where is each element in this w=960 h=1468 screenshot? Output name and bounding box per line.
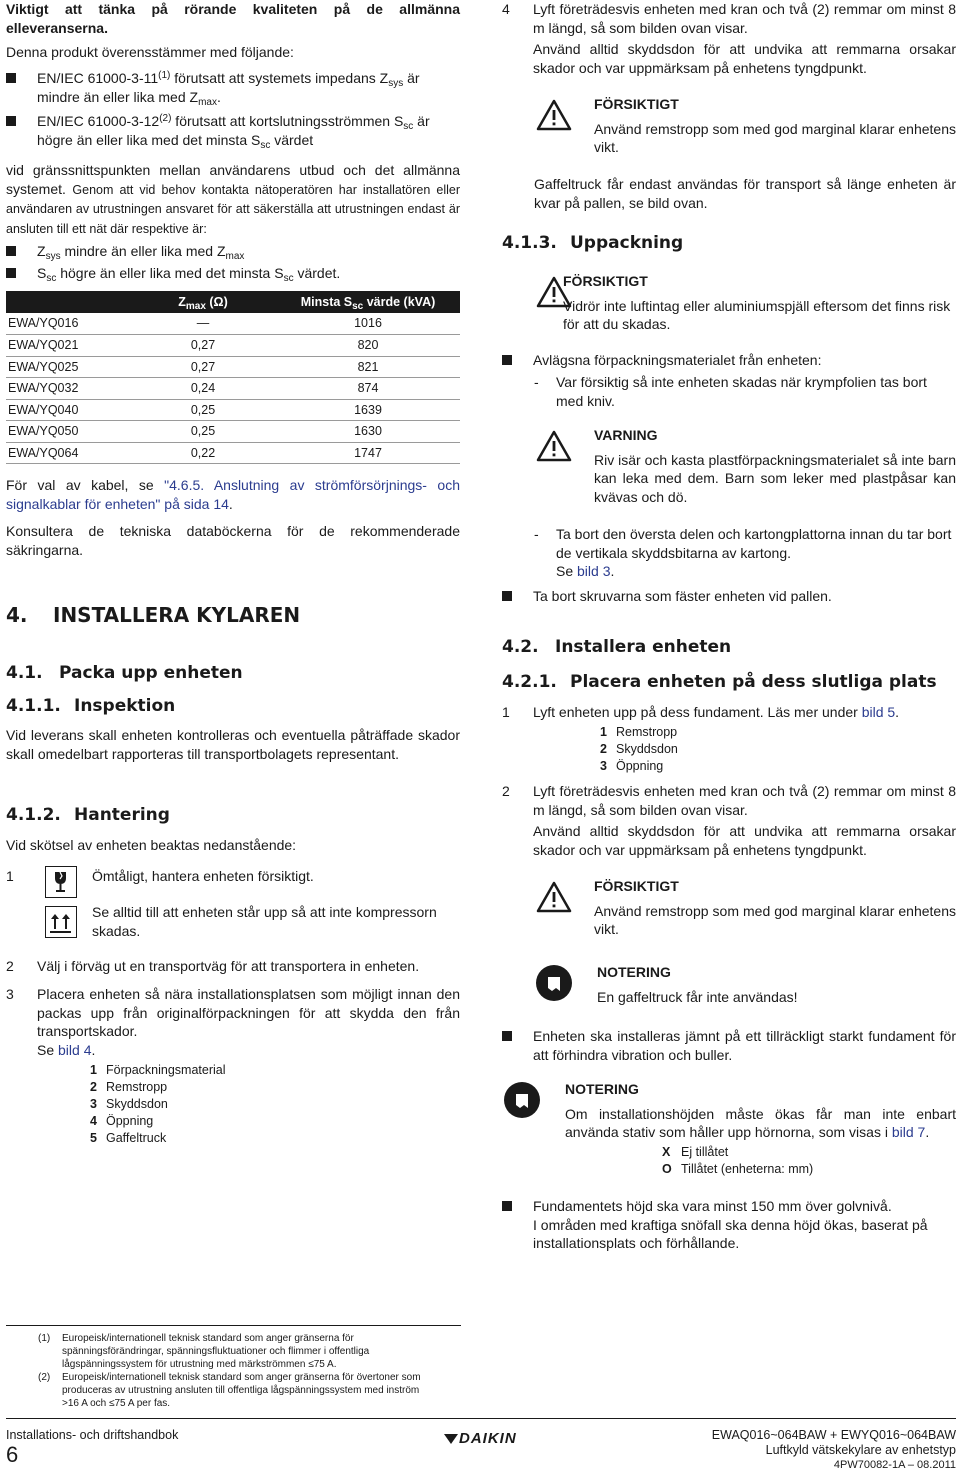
figure-4-legend [6,1062,226,1147]
cable-section-link[interactable]: "4.6.5. Anslutning av strömförsörjnings- och signalkablar för enheten" på sida 14 [6,477,460,512]
legend-item: 3 Öppning [600,759,664,773]
standard-item-1: EN/IEC 61000-3-11$^{(1)}$ förutsatt att systemets impedans $Z_{sys}$ är mindre än eller lika med $Z_{max}$. [6,69,460,106]
section-heading-4-1-1: 4.1.1. Inspektion [6,696,176,716]
page-number: 6 [6,1442,19,1467]
inspection-paragraph: Vid leverans skall enheten kontrolleras och eventuella påträffade skador skall omedelbart rapporteras till transportbolagets representant. [6,727,460,762]
legend-item: 3 Skyddsdon [90,1097,168,1111]
legend-item: 5 Gaffeltruck [90,1131,167,1145]
remove-screws-item: Ta bort skruvarna som fäster enheten vid pallen. [502,587,956,606]
footer-divider [6,1418,956,1419]
lifting-step-4: 4 Lyft företrädesvis enheten med kran och två (2) remmar om minst 8 m längd, så som bilden ovan visar. Använd alltid skyddsdon för att undvika att remmarna orsakar skador och var uppmärksam på enhetens tyngdpunkt. [502,1,956,76]
caution-title: FÖRSIKTIGT [594,878,679,894]
table-row: EWA/YQ040 0,25 1639 [6,399,460,421]
product-name: Luftkyld vätskekylare av enhetstyp [765,1443,956,1457]
note-icon [534,963,574,1008]
brand-logo-icon [444,1434,458,1444]
caution-block-2 [502,272,956,334]
note-text: En gaffeltruck får inte användas! [597,988,798,1005]
handling-step-3: 3 Placera enheten så nära installationsplatsen som möjligt innan den packas upp från originalförpackningen för att skydda den från transportskador. Se bild 4. [6,986,460,1058]
note-block-1 [502,963,956,1006]
footnote-2: (2) Europeisk/internationell teknisk standard som anger gränserna för övertoner som produceras av utrustning ansluten till offentliga lågspänningssystem med inström >16 A och ≤75 A per fas. [38,1372,421,1409]
section-heading-4-2-1: 4.2.1. Placera enheten på dess slutliga plats [502,672,937,692]
network-paragraph: vid gränssnittspunkten mellan användarens utbud och det allmänna systemet. Genom att vid behov kontakta nätoperatören har installatören eller användaren av utrustningen ansvaret för att säkerställa att utrustningen endast är ansluten till ett nät där respektive är: [6,162,461,236]
handling-intro: Vid skötsel av enheten beaktas nedanstående: [6,837,297,853]
table-row: EWA/YQ021 0,27 820 [6,335,460,357]
warning-triangle-icon [536,276,572,313]
table-header-ssc: Minsta $S_{sc}$ värde (kVA) [276,291,460,313]
figure-4-link[interactable]: bild 4 [58,1041,92,1058]
warning-triangle-icon [536,99,572,136]
model-numbers: EWAQ016~064BAW + EWYQ016~064BAW [711,1428,956,1442]
upright-text: Se alltid till att enheten står upp så att inte kompressorn skadas. [92,904,437,939]
caution-title: FÖRSIKTIGT [594,96,679,112]
table-row: EWA/YQ016 — 1016 [6,313,460,335]
remove-packaging-item: Avlägsna förpackningsmaterialet från enheten: [502,351,956,370]
legend-item: X Ej tillåtet [662,1145,729,1159]
brand-logo: DAIKIN [444,1430,517,1449]
legend-item: 2 Remstropp [90,1080,168,1094]
dash-item-top-part: - Ta bort den översta delen och kartongplattorna innan du tar bort de vertikala skyddsbitarna av kartong. Se bild 3. [534,526,952,579]
legend-item: 4 Öppning [90,1114,154,1128]
level-install-item: Enheten ska installeras jämnt på ett tillräckligt starkt fundament för att förhindra vibration och buller. [502,1027,956,1064]
table-header-row [6,291,460,313]
document-code: 4PW70082-1A – 08.2011 [833,1459,956,1468]
footnotes [0,1332,480,1412]
handling-step-2: 2 Välj i förväg ut en transportväg för att transportera in enheten. [6,958,420,974]
warning-triangle-icon [536,430,572,467]
impedance-table [6,291,460,464]
caution-block-1 [502,95,956,157]
figure-7-link[interactable]: bild 7 [891,1124,926,1140]
footnote-divider [6,1325,461,1326]
note-block-2 [502,1080,956,1142]
table-row: EWA/YQ032 0,24 874 [6,378,460,400]
table-header-zmax: $Z_{max}$ (Ω) [130,291,276,313]
placement-step-2: 2 Lyft företrädesvis enheten med kran och två (2) remmar om minst 8 m längd, så som bilden ovan visar. Använd alltid skyddsdon för att undvika att remmarna orsakar skador och var uppmärksam på enhetens tyngdpunkt. [502,783,956,858]
caution-text: Använd remstropp som med god marginal klarar enhetens vikt. [594,120,956,155]
conform-line: Denna produkt överensstämmer med följande: [6,44,294,60]
fragile-text: Ömtåligt, hantera enheten försiktigt. [92,868,314,884]
warning-title: VARNING [594,427,658,443]
figure-7-legend [502,1144,813,1178]
note-title: NOTERING [565,1081,639,1097]
caution-title: FÖRSIKTIGT [563,273,648,289]
forklift-note: Gaffeltruck får endast användas för transport så länge enheten är kvar på pallen, se bild ovan. [534,176,956,211]
foundation-height-item: Fundamentets höjd ska vara minst 150 mm över golvnivå. I områden med kraftiga snöfall ska denna höjd ökas, baserat på installationsplats och förhållande. [502,1197,956,1253]
section-heading-4-2: 4.2. Installera enheten [502,637,732,657]
caution-text: Vidrör inte luftintag eller aluminiumspjäll eftersom det finns risk för att du skadas. [563,297,951,332]
consult-paragraph: Konsultera de tekniska databöckerna för de rekommenderade säkringarna. [6,523,460,558]
note-icon [502,1080,542,1125]
intro-heading: Viktigt att tänka på rörande kvaliteten på de allmänna elleveranserna. [6,1,460,36]
figure-5-legend [502,724,678,775]
dash-item-knife: - Var försiktig så inte enheten skadas när krympfolien tas bort med kniv. [534,374,927,409]
section-heading-4-1-2: 4.1.2. Hantering [6,805,170,825]
footer-models-block [712,1428,956,1468]
this-side-up-icon [45,906,77,938]
warning-triangle-icon [536,881,572,918]
manual-title: Installations- och driftshandbok [6,1428,179,1442]
standard-item-2: EN/IEC 61000-3-12$^{(2)}$ förutsatt att kortslutningsströmmen $S_{sc}$ är högre än eller lika med det minsta $S_{sc}$ värdet [6,112,460,149]
section-heading-4-1-3: 4.1.3. Uppackning [502,233,684,253]
note-title: NOTERING [597,964,671,980]
caution-block-3 [502,877,956,939]
legend-item: 2 Skyddsdon [600,742,678,756]
table-row: EWA/YQ064 0,22 1747 [6,442,460,464]
condition-zsys: $Z_{sys}$ mindre än eller lika med $Z_{max}$ [6,242,460,261]
legend-item: O Tillåtet (enheterna: mm) [662,1162,814,1176]
figure-3-link[interactable]: bild 3 [577,563,611,579]
fragile-icon [45,866,77,898]
cable-reference: För val av kabel, se "4.6.5. Anslutning av strömförsörjnings- och signalkablar för enheten" på sida 14. [6,477,460,512]
section-heading-4-1: 4.1. Packa upp enheten [6,663,243,683]
figure-5-link[interactable]: bild 5 [861,704,896,720]
table-row: EWA/YQ050 0,25 1630 [6,421,460,443]
legend-item: 1 Förpackningsmaterial [90,1063,226,1077]
legend-item: 1 Remstropp [600,725,678,739]
caution-text: Använd remstropp som med god marginal klarar enhetens vikt. [594,902,956,937]
footnote-1: (1) Europeisk/internationell teknisk standard som anger gränserna för spänningsförändringar, spänningsfluktuationer och flimmer i offentliga lågspänningssystem för utrustning med märkströmmen ≤75 A. [38,1333,370,1370]
warning-block [502,426,956,506]
condition-ssc: $S_{sc}$ högre än eller lika med det minsta $S_{sc}$ värdet. [6,264,460,283]
table-row: EWA/YQ025 0,27 821 [6,356,460,378]
table-header-model [6,291,130,313]
chapter-heading: 4. INSTALLERA KYLAREN [6,603,301,627]
placement-step-1: 1 Lyft enheten upp på dess fundament. Läs mer under bild 5. [502,704,900,720]
note-text: Om installationshöjden måste ökas får man inte enbart använda stativ som håller upp hörnorna, som visas i bild 7. [565,1105,956,1140]
item-number: 1 [6,868,14,884]
warning-text: Riv isär och kasta plastförpackningsmaterialet så inte barn kan leka med dem. Barn som leker med plastpåsar kan kvävas och dö. [594,451,956,505]
